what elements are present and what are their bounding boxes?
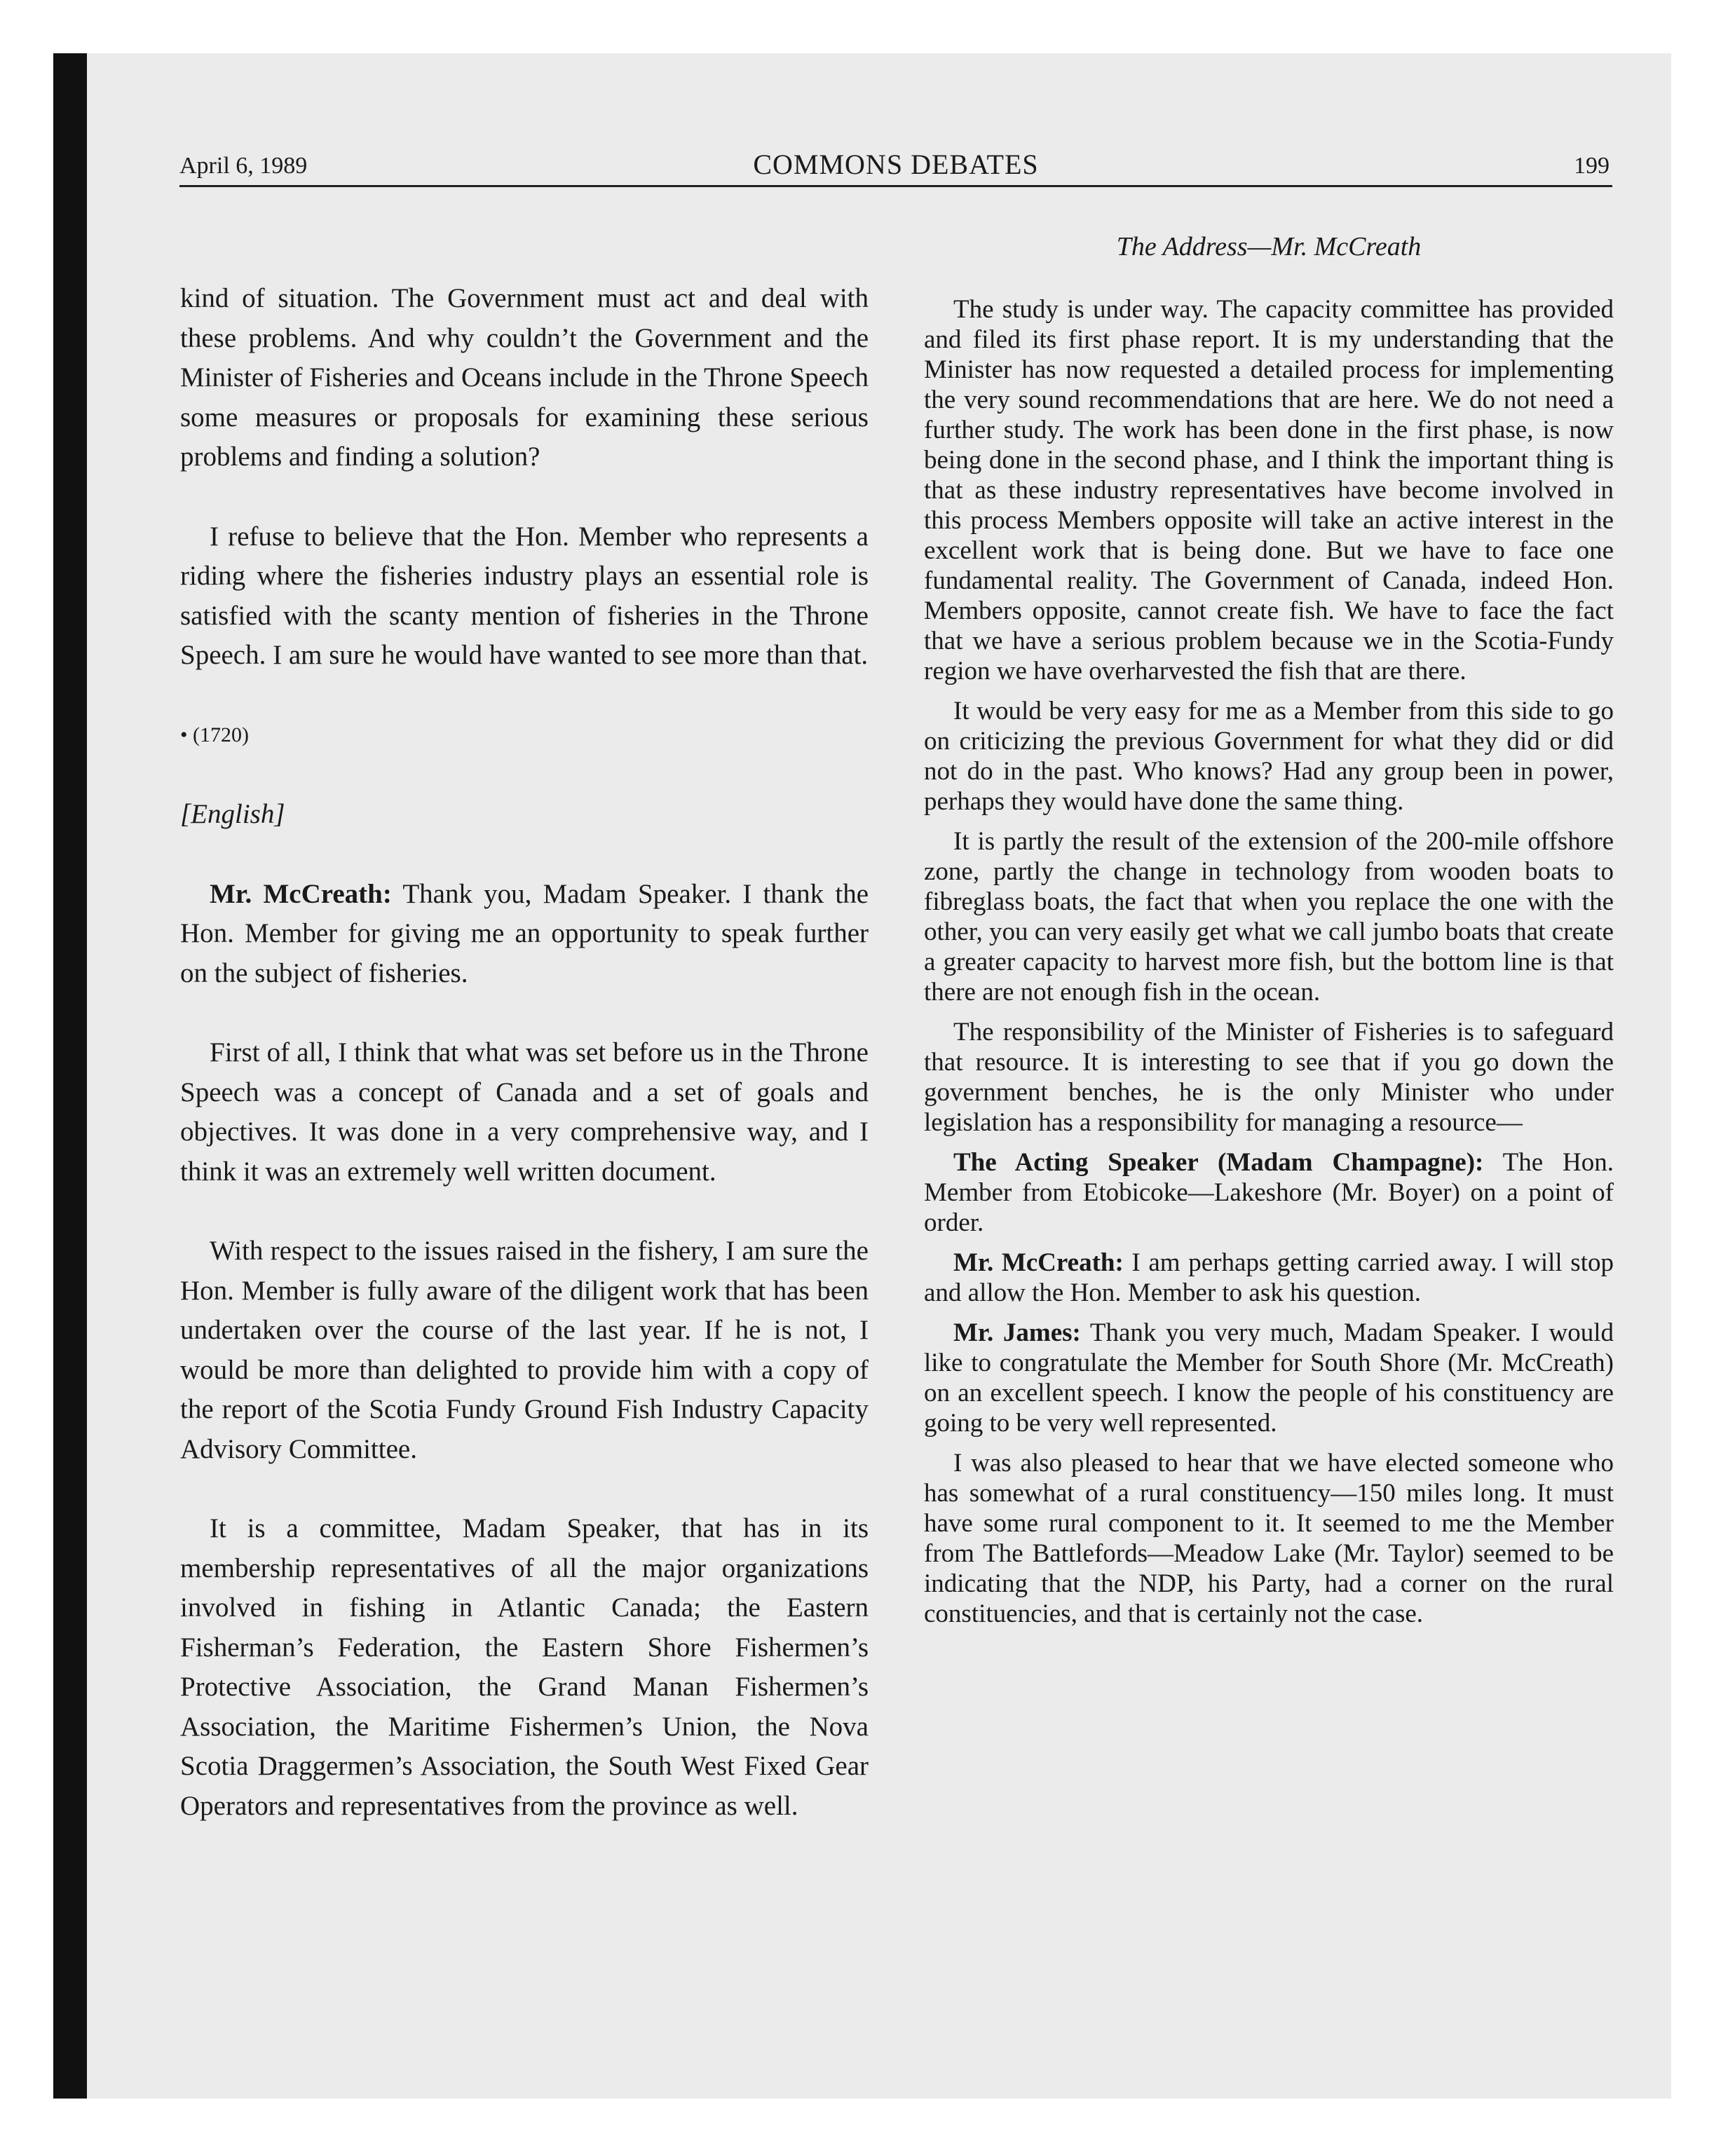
speech-text: Thank you, Madam Speaker. I thank the Hon. Member for giving me an opportunity to speak further on the subject of fisheries. bbox=[180, 878, 869, 988]
speech-text: I am perhaps getting carried away. I will stop and allow the Hon. Member to ask his question. bbox=[924, 1248, 1614, 1307]
page-number: 199 bbox=[1574, 153, 1610, 179]
paragraph: It would be very easy for me as a Member from this side to go on criticizing the previous Government for what they did or did not do in the past. Who knows? Had any group been in power, perhaps they would have done the same thing. bbox=[924, 697, 1614, 816]
paragraph: I refuse to believe that the Hon. Member who represents a riding where the fisheries industry plays an essential role is satisfied with the scanty mention of fisheries in the Throne Speech. I am sure he would have wanted to see more than that. bbox=[180, 521, 869, 670]
speaker-name: The Acting Speaker (Madam Champagne): bbox=[953, 1148, 1484, 1177]
paragraph: With respect to the issues raised in the fishery, I am sure the Hon. Member is fully aware of the diligent work that has been undertaken over the course of the last year. If he is not, I would be more than delighted to provide him with a copy of the report of the Scotia Fundy Ground Fish Industry Capacity Advisory Committee. bbox=[180, 1236, 869, 1464]
language-label: [English] bbox=[180, 799, 285, 829]
paragraph: It is a committee, Madam Speaker, that has in its membership representatives of all the major organizations involved in fishing in Atlantic Canada; the Eastern Fisherman’s Federation, the Eastern Shore Fishermen’s Protective Association, the Grand Manan Fishermen’s Association, the Maritime Fishermen’s Union, the Nova Scotia Draggermen’s Association, the South West Fixed Gear Operators and representatives from the province as well. bbox=[180, 1513, 869, 1821]
left-column bbox=[180, 279, 869, 1866]
paragraph: First of all, I think that what was set before us in the Throne Speech was a concept of Canada and a set of goals and objectives. It was done in a very comprehensive way, and I think it was an extremely well written document. bbox=[180, 1037, 869, 1187]
page-header bbox=[179, 144, 1612, 187]
speech-paragraph bbox=[924, 1318, 1614, 1438]
running-head: The Address—Mr. McCreath bbox=[1116, 232, 1422, 261]
speech-paragraph bbox=[924, 1147, 1614, 1238]
speaker-name: Mr. McCreath: bbox=[953, 1248, 1124, 1277]
speech-text: Thank you very much, Madam Speaker. I would like to congratulate the Member for South Shore (Mr. McCreath) on an excellent speech. I know the people of his constituency are going to be very well represented. bbox=[924, 1318, 1614, 1438]
paragraph: The responsibility of the Minister of Fisheries is to safeguard that resource. It is interesting to see that if you go down the government benches, he is the only Minister who under legislation has a responsibility for managing a resource— bbox=[924, 1018, 1614, 1137]
header-title: COMMONS DEBATES bbox=[753, 149, 1039, 180]
speech-paragraph bbox=[180, 875, 869, 994]
scanned-page bbox=[53, 53, 1671, 2099]
paragraph: The study is under way. The capacity committee has provided and filed its first phase report. It is my understanding that the Minister has now requested a detailed process for implementing the very sound recommendations that are here. We do not need a further study. The work has been done in the first phase, is now being done in the second phase, and I think the important thing is that as these industry representatives have become involved in this process Members opposite will take an active interest in the excellent work that is being done. But we have to face one fundamental reality. The Government of Canada, indeed Hon. Members opposite, cannot create fish. We have to face the fact that we have a serious problem because we in the Scotia-Fundy region we have overharvested the fish that are there. bbox=[924, 295, 1614, 685]
header-date: April 6, 1989 bbox=[179, 153, 308, 179]
paragraph: It is partly the result of the extension of the 200-mile offshore zone, partly the change in technology from wooden boats to fibreglass boats, the fact that when you replace the one with the other, you can very easily get what we call jumbo boats that create a greater capacity to harvest more fish, but the bottom line is that there are not enough fish in the ocean. bbox=[924, 827, 1614, 1007]
paragraph: I was also pleased to hear that we have elected someone who has somewhat of a rural constituency—150 miles long. It must have some rural component to it. It seemed to me the Member from The Battlefords—Meadow Lake (Mr. Taylor) seemed to be indicating that the NDP, his Party, had a corner on the rural constituencies, and that is certainly not the case. bbox=[924, 1449, 1614, 1628]
right-column bbox=[924, 294, 1614, 1639]
binding-edge bbox=[53, 53, 87, 2099]
speaker-name: Mr. James: bbox=[953, 1318, 1081, 1347]
speech-text: The Hon. Member from Etobicoke—Lakeshore (Mr. Boyer) on a point of order. bbox=[924, 1148, 1614, 1237]
speech-paragraph bbox=[924, 1248, 1614, 1308]
speaker-name: Mr. McCreath: bbox=[210, 878, 392, 909]
time-marker: • (1720) bbox=[180, 723, 249, 746]
paragraph: kind of situation. The Government must act and deal with these problems. And why couldn’t the Government and the Minister of Fisheries and Oceans include in the Throne Speech some measures or proposals for examining these serious problems and finding a solution? bbox=[180, 283, 869, 472]
